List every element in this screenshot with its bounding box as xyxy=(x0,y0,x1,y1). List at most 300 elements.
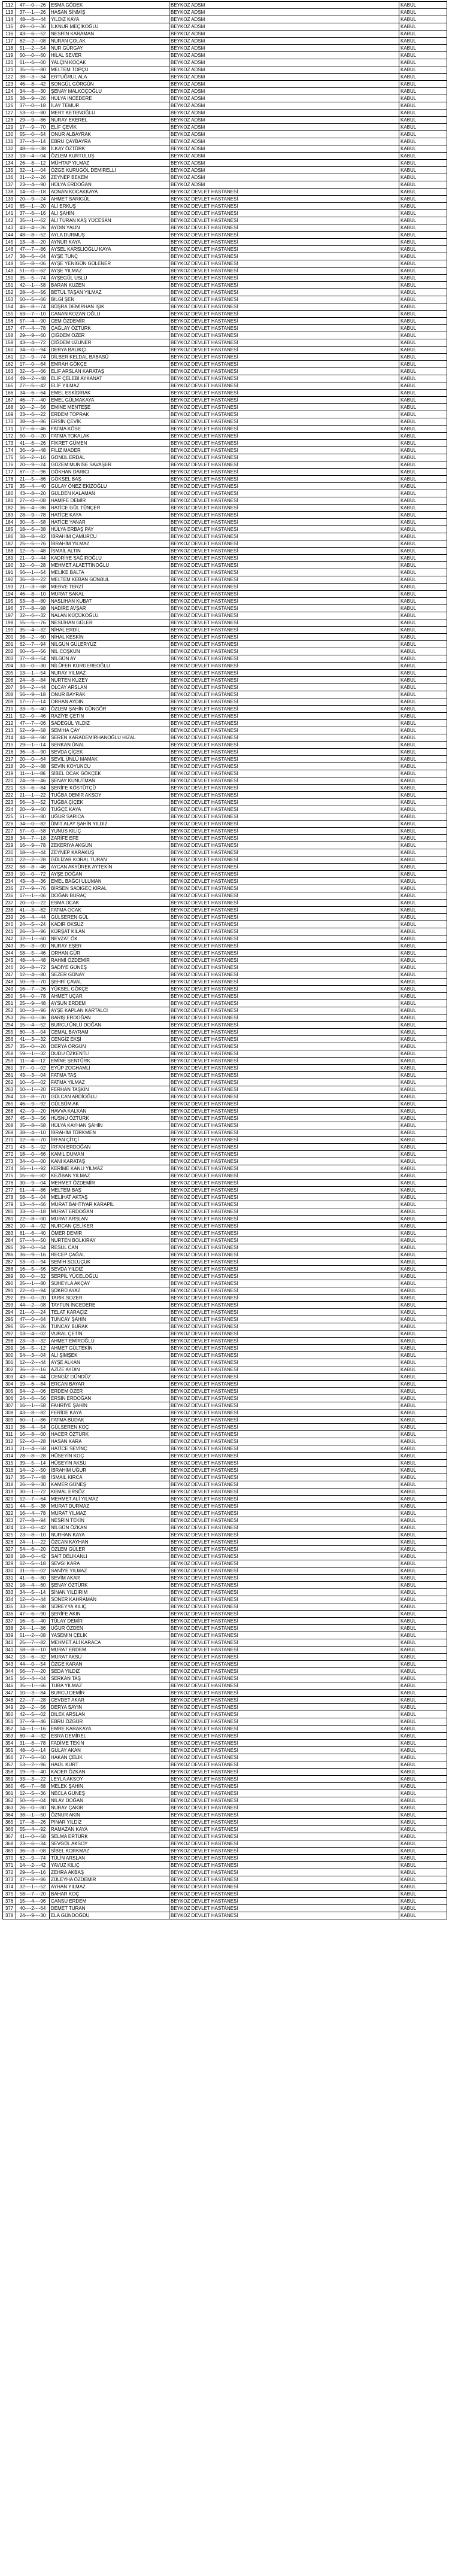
institution-cell: BEYKOZ DEVLET HASTANESİ xyxy=(169,1769,399,1776)
masked-id-cell: 55----0----54 xyxy=(16,131,50,138)
institution-cell: BEYKOZ DEVLET HASTANESİ xyxy=(169,627,399,634)
result-cell: KABUL xyxy=(399,792,447,799)
row-number-cell: 361 xyxy=(3,1790,16,1797)
result-cell: KABUL xyxy=(399,282,447,289)
institution-cell: BEYKOZ DEVLET HASTANESİ xyxy=(169,526,399,533)
institution-cell: BEYKOZ DEVLET HASTANESİ xyxy=(169,1654,399,1661)
institution-cell: BEYKOZ DEVLET HASTANESİ xyxy=(169,454,399,461)
institution-cell: BEYKOZ DEVLET HASTANESİ xyxy=(169,1022,399,1029)
institution-cell: BEYKOZ DEVLET HASTANESİ xyxy=(169,505,399,512)
person-name-cell: RESUL CAN xyxy=(50,1244,169,1251)
row-number-cell: 157 xyxy=(3,325,16,332)
table-row xyxy=(3,1690,447,1697)
person-name-cell: ELİF ÇEVİK xyxy=(50,124,169,131)
masked-id-cell: 13----8----70 xyxy=(16,1093,50,1101)
masked-id-cell: 20----9----60 xyxy=(16,806,50,813)
result-cell: KABUL xyxy=(399,512,447,519)
row-number-cell: 223 xyxy=(3,799,16,806)
table-row xyxy=(3,900,447,907)
result-cell: KABUL xyxy=(399,641,447,648)
person-name-cell: ÖZGE KURUGÖL DEMİRELLİ xyxy=(50,167,169,174)
table-row xyxy=(3,95,447,102)
row-number-cell: 119 xyxy=(3,52,16,59)
person-name-cell: AYLA DURMUŞ xyxy=(50,232,169,239)
row-number-cell: 121 xyxy=(3,66,16,74)
result-cell: KABUL xyxy=(399,1302,447,1309)
institution-cell: BEYKOZ DEVLET HASTANESİ xyxy=(169,1180,399,1187)
table-row xyxy=(3,519,447,526)
person-name-cell: ELİF ÇELEBİ AYKANAT xyxy=(50,375,169,382)
masked-id-cell: 38----2----60 xyxy=(16,634,50,641)
masked-id-cell: 48----4----48 xyxy=(16,957,50,964)
institution-cell: BEYKOZ DEVLET HASTANESİ xyxy=(169,1158,399,1165)
masked-id-cell: 45----7----68 xyxy=(16,1783,50,1790)
result-cell: KABUL xyxy=(399,619,447,627)
masked-id-cell: 54----3----04 xyxy=(16,1352,50,1359)
person-name-cell: MÜHTAP YILMAZ xyxy=(50,160,169,167)
table-row xyxy=(3,1812,447,1819)
row-number-cell: 248 xyxy=(3,979,16,986)
result-cell: KABUL xyxy=(399,74,447,81)
result-cell: KABUL xyxy=(399,1596,447,1603)
person-name-cell: ORHAN AYDIN xyxy=(50,698,169,706)
result-cell: KABUL xyxy=(399,52,447,59)
table-row xyxy=(3,1295,447,1302)
result-cell: KABUL xyxy=(399,1402,447,1409)
institution-cell: BEYKOZ DEVLET HASTANESİ xyxy=(169,469,399,476)
row-number-cell: 332 xyxy=(3,1582,16,1589)
row-number-cell: 237 xyxy=(3,900,16,907)
institution-cell: BEYKOZ DEVLET HASTANESİ xyxy=(169,935,399,943)
institution-cell: BEYKOZ DEVLET HASTANESİ xyxy=(169,1682,399,1690)
institution-cell: BEYKOZ ADSM xyxy=(169,95,399,102)
person-name-cell: SELMA ERTÜRK xyxy=(50,1833,169,1840)
masked-id-cell: 20----0----64 xyxy=(16,756,50,763)
row-number-cell: 215 xyxy=(3,742,16,749)
person-name-cell: KANİ KARATAŞ xyxy=(50,1158,169,1165)
person-name-cell: YALÇIN KOÇAK xyxy=(50,59,169,66)
institution-cell: BEYKOZ DEVLET HASTANESİ xyxy=(169,1129,399,1137)
institution-cell: BEYKOZ DEVLET HASTANESİ xyxy=(169,1747,399,1754)
institution-cell: BEYKOZ DEVLET HASTANESİ xyxy=(169,986,399,993)
table-row xyxy=(3,555,447,562)
masked-id-cell: 55----4----92 xyxy=(16,1826,50,1833)
row-number-cell: 159 xyxy=(3,339,16,347)
masked-id-cell: 13----1----54 xyxy=(16,670,50,677)
person-name-cell: GÜLAY ÖNEZ EKİZOĞLU xyxy=(50,483,169,490)
row-number-cell: 378 xyxy=(3,1912,16,1919)
institution-cell: BEYKOZ DEVLET HASTANESİ xyxy=(169,1065,399,1072)
masked-id-cell: 51----0----62 xyxy=(16,268,50,275)
table-row xyxy=(3,777,447,785)
table-row xyxy=(3,1201,447,1208)
institution-cell: BEYKOZ DEVLET HASTANESİ xyxy=(169,1000,399,1007)
table-row xyxy=(3,792,447,799)
table-row xyxy=(3,1474,447,1481)
table-row xyxy=(3,1697,447,1704)
person-name-cell: ERDEM ÖZER xyxy=(50,1388,169,1395)
institution-cell: BEYKOZ DEVLET HASTANESİ xyxy=(169,1165,399,1172)
person-name-cell: NURAY EKEREL xyxy=(50,117,169,124)
row-number-cell: 123 xyxy=(3,81,16,88)
row-number-cell: 164 xyxy=(3,375,16,382)
institution-cell: BEYKOZ DEVLET HASTANESİ xyxy=(169,1309,399,1316)
result-cell: KABUL xyxy=(399,1848,447,1855)
institution-cell: BEYKOZ DEVLET HASTANESİ xyxy=(169,914,399,921)
personnel-table xyxy=(2,1,447,1919)
masked-id-cell: 26----3----96 xyxy=(16,928,50,935)
row-number-cell: 280 xyxy=(3,1208,16,1216)
table-row xyxy=(3,799,447,806)
masked-id-cell: 39----5----14 xyxy=(16,1460,50,1467)
masked-id-cell: 36----8----22 xyxy=(16,576,50,584)
table-row xyxy=(3,1489,447,1496)
institution-cell: BEYKOZ DEVLET HASTANESİ xyxy=(169,907,399,914)
row-number-cell: 238 xyxy=(3,907,16,914)
masked-id-cell: 26----8----12 xyxy=(16,160,50,167)
institution-cell: BEYKOZ DEVLET HASTANESİ xyxy=(169,1510,399,1517)
person-name-cell: SERPİL YÜCELOĞLU xyxy=(50,1273,169,1280)
table-row xyxy=(3,1776,447,1783)
person-name-cell: SÜREYYA KILIÇ xyxy=(50,1603,169,1611)
row-number-cell: 258 xyxy=(3,1050,16,1058)
person-name-cell: SEDA YILDIZ xyxy=(50,1668,169,1675)
table-row xyxy=(3,935,447,943)
institution-cell: BEYKOZ DEVLET HASTANESİ xyxy=(169,375,399,382)
table-row xyxy=(3,253,447,260)
table-row xyxy=(3,1726,447,1733)
masked-id-cell: 21----1----22 xyxy=(16,792,50,799)
row-number-cell: 141 xyxy=(3,210,16,217)
institution-cell: BEYKOZ DEVLET HASTANESİ xyxy=(169,605,399,612)
row-number-cell: 338 xyxy=(3,1625,16,1632)
result-cell: KABUL xyxy=(399,1776,447,1783)
masked-id-cell: 35----5----80 xyxy=(16,66,50,74)
result-cell: KABUL xyxy=(399,1532,447,1539)
table-row xyxy=(3,706,447,713)
institution-cell: BEYKOZ DEVLET HASTANESİ xyxy=(169,1489,399,1496)
table-row xyxy=(3,569,447,576)
table-row xyxy=(3,742,447,749)
institution-cell: BEYKOZ DEVLET HASTANESİ xyxy=(169,928,399,935)
row-number-cell: 236 xyxy=(3,892,16,900)
result-cell: KABUL xyxy=(399,476,447,483)
table-row xyxy=(3,411,447,418)
table-row xyxy=(3,1733,447,1740)
result-cell: KABUL xyxy=(399,1690,447,1697)
masked-id-cell: 26----0----80 xyxy=(16,1805,50,1812)
row-number-cell: 185 xyxy=(3,526,16,533)
person-name-cell: GÜLAY AKAN xyxy=(50,1747,169,1754)
row-number-cell: 334 xyxy=(3,1596,16,1603)
table-row xyxy=(3,1761,447,1769)
table-row xyxy=(3,102,447,110)
person-name-cell: HÜLYA ERBAŞ PAY xyxy=(50,526,169,533)
result-cell: KABUL xyxy=(399,1625,447,1632)
institution-cell: BEYKOZ DEVLET HASTANESİ xyxy=(169,1208,399,1216)
masked-id-cell: 17----7----14 xyxy=(16,698,50,706)
result-cell: KABUL xyxy=(399,706,447,713)
result-cell: KABUL xyxy=(399,964,447,971)
person-name-cell: NURAN ÇOLAK xyxy=(50,38,169,45)
masked-id-cell: 51----3----80 xyxy=(16,813,50,821)
row-number-cell: 293 xyxy=(3,1302,16,1309)
person-name-cell: GÜLDEN KALAMAN xyxy=(50,490,169,497)
table-row xyxy=(3,1445,447,1453)
institution-cell: BEYKOZ DEVLET HASTANESİ xyxy=(169,871,399,878)
institution-cell: BEYKOZ DEVLET HASTANESİ xyxy=(169,1295,399,1302)
row-number-cell: 370 xyxy=(3,1855,16,1862)
masked-id-cell: 38----8----82 xyxy=(16,533,50,540)
person-name-cell: ERCAN BAYAR xyxy=(50,1381,169,1388)
table-row xyxy=(3,591,447,598)
row-number-cell: 218 xyxy=(3,763,16,770)
person-name-cell: NURTEN KUZEY xyxy=(50,677,169,684)
table-row xyxy=(3,332,447,339)
result-cell: KABUL xyxy=(399,1639,447,1647)
masked-id-cell: 24----1----86 xyxy=(16,1625,50,1632)
row-number-cell: 267 xyxy=(3,1115,16,1122)
institution-cell: BEYKOZ ADSM xyxy=(169,23,399,31)
person-name-cell: DOĞAN BURAÇ xyxy=(50,892,169,900)
masked-id-cell: 25----7----82 xyxy=(16,1639,50,1647)
person-name-cell: BETÜL TAŞAN YILMAZ xyxy=(50,289,169,296)
person-name-cell: NİHAL ERDİL xyxy=(50,627,169,634)
row-number-cell: 311 xyxy=(3,1431,16,1438)
row-number-cell: 235 xyxy=(3,885,16,892)
row-number-cell: 232 xyxy=(3,864,16,871)
row-number-cell: 259 xyxy=(3,1058,16,1065)
result-cell: KABUL xyxy=(399,864,447,871)
table-body xyxy=(3,2,447,1919)
row-number-cell: 320 xyxy=(3,1496,16,1503)
row-number-cell: 156 xyxy=(3,318,16,325)
person-name-cell: ZEHRA AKBAŞ xyxy=(50,1869,169,1876)
row-number-cell: 317 xyxy=(3,1474,16,1481)
person-name-cell: SEVİN KOYUNCU xyxy=(50,763,169,770)
table-row xyxy=(3,45,447,52)
masked-id-cell: 13----6----32 xyxy=(16,1654,50,1661)
institution-cell: BEYKOZ DEVLET HASTANESİ xyxy=(169,1481,399,1489)
masked-id-cell: 29----5----16 xyxy=(16,1869,50,1876)
masked-id-cell: 24----5----24 xyxy=(16,921,50,928)
person-name-cell: BURCU DEMİR xyxy=(50,1690,169,1697)
institution-cell: BEYKOZ ADSM xyxy=(169,110,399,117)
institution-cell: BEYKOZ DEVLET HASTANESİ xyxy=(169,806,399,813)
row-number-cell: 286 xyxy=(3,1251,16,1259)
masked-id-cell: 22----0----94 xyxy=(16,1287,50,1295)
table-row xyxy=(3,670,447,677)
result-cell: KABUL xyxy=(399,1718,447,1726)
institution-cell: BEYKOZ ADSM xyxy=(169,59,399,66)
person-name-cell: CEM ÖZDEMİR xyxy=(50,318,169,325)
row-number-cell: 193 xyxy=(3,584,16,591)
table-row xyxy=(3,1582,447,1589)
person-name-cell: ZEYNEP BEKEM xyxy=(50,174,169,181)
person-name-cell: HİLAL SEVER xyxy=(50,52,169,59)
table-row xyxy=(3,440,447,447)
person-name-cell: YAVUZ KILIÇ xyxy=(50,1862,169,1869)
masked-id-cell: 55----2----26 xyxy=(16,1323,50,1330)
masked-id-cell: 43----8----20 xyxy=(16,490,50,497)
row-number-cell: 374 xyxy=(3,1884,16,1891)
row-number-cell: 216 xyxy=(3,749,16,756)
person-name-cell: SEVİM AKAR xyxy=(50,1575,169,1582)
institution-cell: BEYKOZ DEVLET HASTANESİ xyxy=(169,246,399,253)
person-name-cell: HÜLYA KAYHAN ŞAHİN xyxy=(50,1122,169,1129)
row-number-cell: 244 xyxy=(3,950,16,957)
institution-cell: BEYKOZ DEVLET HASTANESİ xyxy=(169,598,399,605)
row-number-cell: 298 xyxy=(3,1338,16,1345)
row-number-cell: 302 xyxy=(3,1366,16,1374)
result-cell: KABUL xyxy=(399,756,447,763)
row-number-cell: 335 xyxy=(3,1603,16,1611)
institution-cell: BEYKOZ DEVLET HASTANESİ xyxy=(169,411,399,418)
result-cell: KABUL xyxy=(399,1797,447,1805)
row-number-cell: 368 xyxy=(3,1840,16,1848)
institution-cell: BEYKOZ DEVLET HASTANESİ xyxy=(169,619,399,627)
person-name-cell: ZARİFE EFE xyxy=(50,835,169,842)
table-row xyxy=(3,584,447,591)
result-cell: KABUL xyxy=(399,296,447,303)
table-row xyxy=(3,1108,447,1115)
masked-id-cell: 47----8----86 xyxy=(16,1876,50,1884)
table-row xyxy=(3,1560,447,1568)
table-row xyxy=(3,217,447,224)
table-row xyxy=(3,1833,447,1840)
row-number-cell: 221 xyxy=(3,785,16,792)
institution-cell: BEYKOZ DEVLET HASTANESİ xyxy=(169,1460,399,1467)
institution-cell: BEYKOZ DEVLET HASTANESİ xyxy=(169,763,399,770)
table-row xyxy=(3,454,447,461)
table-row xyxy=(3,1568,447,1575)
row-number-cell: 300 xyxy=(3,1352,16,1359)
table-row xyxy=(3,576,447,584)
table-row xyxy=(3,196,447,203)
result-cell: KABUL xyxy=(399,318,447,325)
table-row xyxy=(3,785,447,792)
institution-cell: BEYKOZ DEVLET HASTANESİ xyxy=(169,770,399,777)
institution-cell: BEYKOZ DEVLET HASTANESİ xyxy=(169,533,399,540)
table-row xyxy=(3,1805,447,1812)
result-cell: KABUL xyxy=(399,138,447,145)
row-number-cell: 153 xyxy=(3,296,16,303)
institution-cell: BEYKOZ DEVLET HASTANESİ xyxy=(169,282,399,289)
institution-cell: BEYKOZ DEVLET HASTANESİ xyxy=(169,1517,399,1524)
result-cell: KABUL xyxy=(399,698,447,706)
row-number-cell: 183 xyxy=(3,512,16,519)
row-number-cell: 144 xyxy=(3,232,16,239)
institution-cell: BEYKOZ DEVLET HASTANESİ xyxy=(169,1891,399,1898)
person-name-cell: İLAY TEMUR xyxy=(50,102,169,110)
table-row xyxy=(3,1884,447,1891)
person-name-cell: AHMET UÇAR xyxy=(50,993,169,1000)
row-number-cell: 202 xyxy=(3,648,16,655)
result-cell: KABUL xyxy=(399,1208,447,1216)
masked-id-cell: 38----4----10 xyxy=(16,1129,50,1137)
institution-cell: BEYKOZ DEVLET HASTANESİ xyxy=(169,1618,399,1625)
masked-id-cell: 62----9----74 xyxy=(16,1855,50,1862)
person-name-cell: CANAN KOZAN OĞLU xyxy=(50,311,169,318)
table-row xyxy=(3,1058,447,1065)
masked-id-cell: 46----7----40 xyxy=(16,397,50,404)
person-name-cell: HÜLYA ERDOĞAN xyxy=(50,181,169,189)
institution-cell: BEYKOZ DEVLET HASTANESİ xyxy=(169,1201,399,1208)
row-number-cell: 373 xyxy=(3,1876,16,1884)
institution-cell: BEYKOZ DEVLET HASTANESİ xyxy=(169,519,399,526)
institution-cell: BEYKOZ DEVLET HASTANESİ xyxy=(169,303,399,311)
result-cell: KABUL xyxy=(399,627,447,634)
row-number-cell: 113 xyxy=(3,9,16,16)
institution-cell: BEYKOZ DEVLET HASTANESİ xyxy=(169,648,399,655)
row-number-cell: 177 xyxy=(3,469,16,476)
table-row xyxy=(3,131,447,138)
masked-id-cell: 30----1----72 xyxy=(16,1489,50,1496)
row-number-cell: 253 xyxy=(3,1014,16,1022)
institution-cell: BEYKOZ DEVLET HASTANESİ xyxy=(169,1438,399,1445)
result-cell: KABUL xyxy=(399,842,447,849)
table-row xyxy=(3,246,447,253)
person-name-cell: ESMA GÖDEK xyxy=(50,2,169,9)
institution-cell: BEYKOZ DEVLET HASTANESİ xyxy=(169,1647,399,1654)
table-row xyxy=(3,1338,447,1345)
table-row xyxy=(3,368,447,375)
masked-id-cell: 19----6----84 xyxy=(16,1381,50,1388)
masked-id-cell: 37----8----98 xyxy=(16,605,50,612)
row-number-cell: 316 xyxy=(3,1467,16,1474)
masked-id-cell: 48----6----38 xyxy=(16,145,50,153)
person-name-cell: SADEGÜL YILDIZ xyxy=(50,720,169,727)
row-number-cell: 263 xyxy=(3,1086,16,1093)
person-name-cell: VURAL ÇETİN xyxy=(50,1330,169,1338)
table-row xyxy=(3,1388,447,1395)
row-number-cell: 265 xyxy=(3,1101,16,1108)
institution-cell: BEYKOZ DEVLET HASTANESİ xyxy=(169,1366,399,1374)
person-name-cell: NESLİHAN GÜLER xyxy=(50,619,169,627)
person-name-cell: ESRA DEMİREL xyxy=(50,1733,169,1740)
person-name-cell: SEVGİ KARA xyxy=(50,1560,169,1568)
masked-id-cell: 41----3----82 xyxy=(16,907,50,914)
person-name-cell: ÇİĞDEM UZUNER xyxy=(50,339,169,347)
institution-cell: BEYKOZ DEVLET HASTANESİ xyxy=(169,1690,399,1697)
person-name-cell: NECLA GÜNEŞ xyxy=(50,1790,169,1797)
masked-id-cell: 50----0----32 xyxy=(16,1273,50,1280)
result-cell: KABUL xyxy=(399,454,447,461)
result-cell: KABUL xyxy=(399,1345,447,1352)
row-number-cell: 182 xyxy=(3,505,16,512)
masked-id-cell: 59----1----32 xyxy=(16,1050,50,1058)
row-number-cell: 186 xyxy=(3,533,16,540)
table-row xyxy=(3,1453,447,1460)
row-number-cell: 209 xyxy=(3,698,16,706)
person-name-cell: EMEL GÜLMAKAYA xyxy=(50,397,169,404)
table-row xyxy=(3,619,447,627)
person-name-cell: MELTEM TOPÇU xyxy=(50,66,169,74)
masked-id-cell: 18----0----42 xyxy=(16,1553,50,1560)
result-cell: KABUL xyxy=(399,1122,447,1129)
masked-id-cell: 13----0----42 xyxy=(16,1524,50,1532)
result-cell: KABUL xyxy=(399,813,447,821)
person-name-cell: MURAT ARSLAN xyxy=(50,1216,169,1223)
person-name-cell: NİLGÜN AY xyxy=(50,655,169,663)
person-name-cell: FATMA OCAK xyxy=(50,907,169,914)
person-name-cell: RECEP ÇAĞAL xyxy=(50,1251,169,1259)
masked-id-cell: 29----2----56 xyxy=(16,1704,50,1711)
result-cell: KABUL xyxy=(399,1194,447,1201)
row-number-cell: 366 xyxy=(3,1826,16,1833)
table-row xyxy=(3,598,447,605)
result-cell: KABUL xyxy=(399,1374,447,1381)
